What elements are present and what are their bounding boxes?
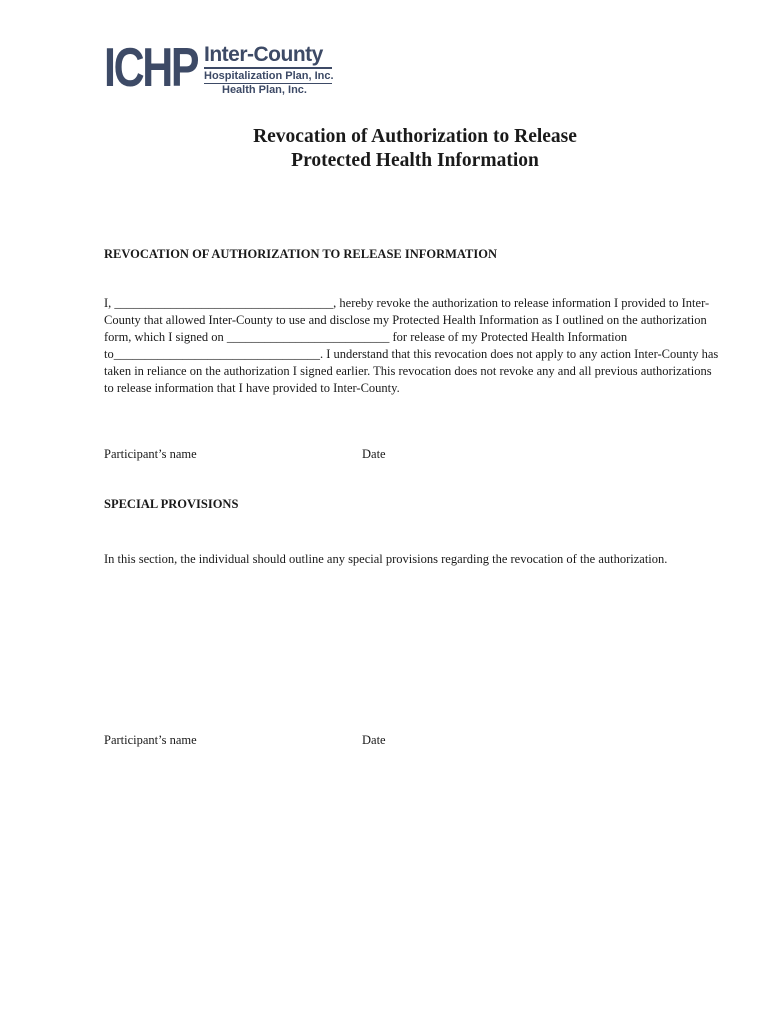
document-title [30, 125, 770, 173]
special-provisions-text: In this section, the individual should outline any special provisions regarding the revocation of the authorization. [104, 552, 668, 566]
paragraph-line: form, which I signed on __________________________ for release of my Protected Health Information [104, 330, 628, 344]
paragraph-line: taken in reliance on the authorization I signed earlier. This revocation does not revoke any and all previous authorizations [104, 364, 712, 378]
title-line-2: Protected Health Information [291, 150, 539, 171]
section-heading-revocation: REVOCATION OF AUTHORIZATION TO RELEASE INFORMATION [104, 247, 497, 261]
paragraph-line: to release information that I have provided to Inter-County. [104, 381, 400, 395]
logo-name: Inter-County [204, 43, 323, 66]
logo-subtitle-1: Hospitalization Plan, Inc. [204, 70, 334, 82]
paragraph-line: County that allowed Inter-County to use and disclose my Protected Health Information as I outlined on the authorization [104, 313, 707, 327]
logo-subtitle-2: Health Plan, Inc. [222, 84, 307, 96]
paragraph-line: I, ___________________________________, hereby revoke the authorization to release information I provided to Inter- [104, 296, 710, 310]
date-label: Date [362, 733, 386, 747]
paragraph-line: to_________________________________. I understand that this revocation does not apply to any action Inter-County has [104, 347, 719, 361]
revocation-paragraph [104, 295, 724, 397]
logo-mark: ICHP [104, 36, 198, 98]
participant-name-label: Participant’s name [104, 447, 197, 461]
title-line-1: Revocation of Authorization to Release [253, 126, 577, 147]
ichp-logo [104, 36, 344, 98]
section-heading-special-provisions: SPECIAL PROVISIONS [104, 497, 239, 511]
date-label: Date [362, 447, 386, 461]
participant-name-label: Participant’s name [104, 733, 197, 747]
